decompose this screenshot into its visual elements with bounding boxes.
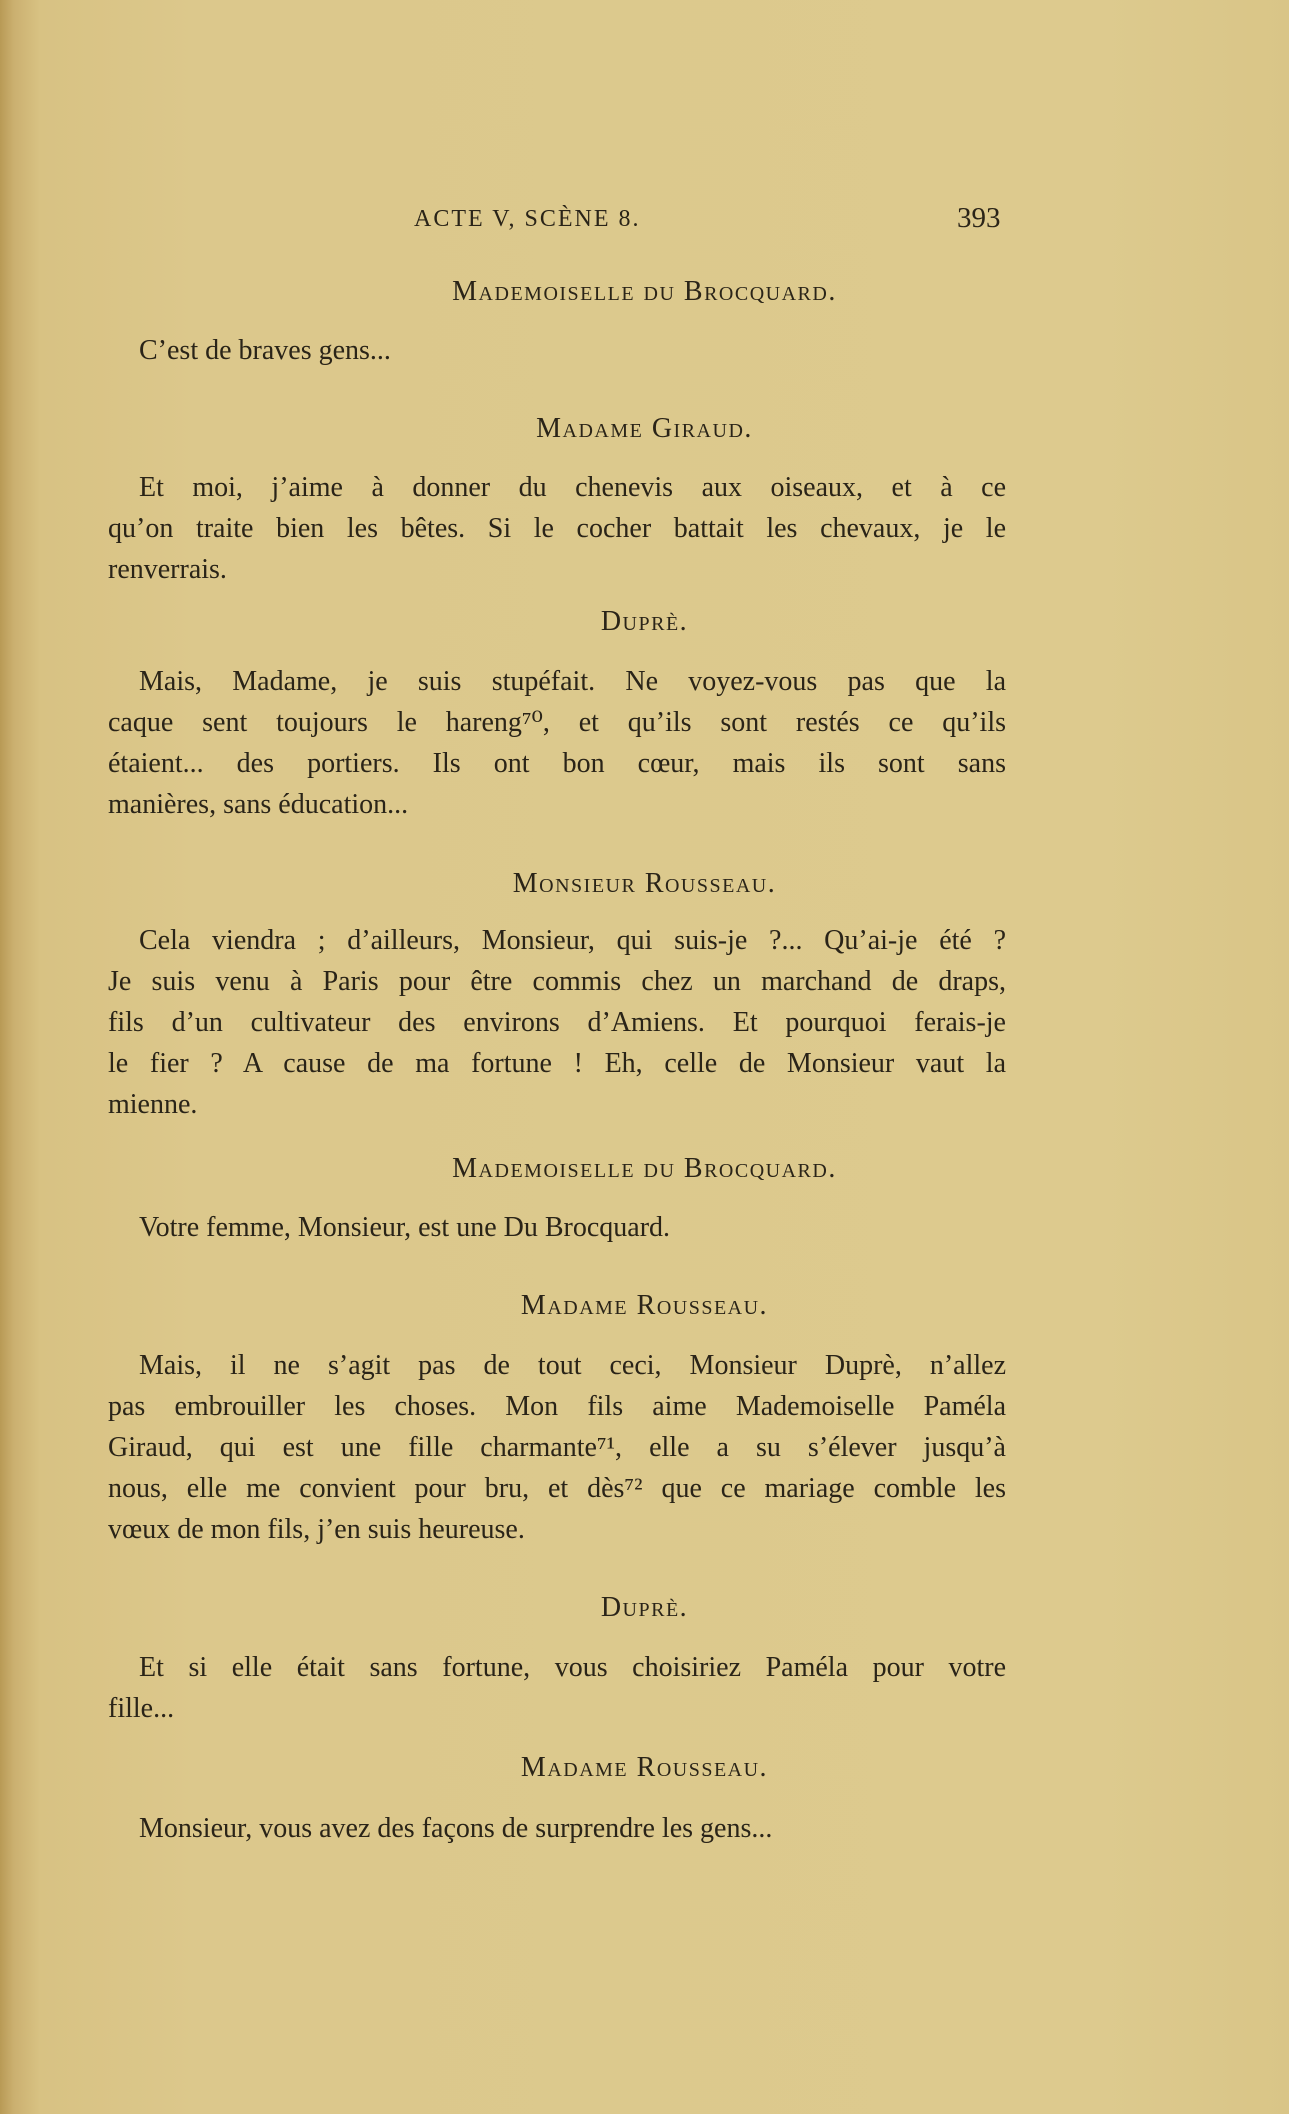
speaker-name: Mademoiselle du Brocquard. [452, 276, 837, 307]
speech-paragraph [108, 1345, 1006, 1550]
text-line: qu’on traite bien les bêtes. Si le cocher battait les chevaux, je le [108, 513, 1006, 544]
text-line: C’est de braves gens... [139, 335, 391, 366]
text-line: étaient... des portiers. Ils ont bon cœur, mais ils sont sans [108, 748, 1006, 779]
text-line: Votre femme, Monsieur, est une Du Brocquard. [139, 1212, 671, 1243]
speaker-name: Mademoiselle du Brocquard. [452, 1153, 837, 1184]
page-number: 393 [957, 202, 1001, 234]
speaker-name: Madame Rousseau. [520, 1290, 769, 1321]
running-title: ACTE V, SCÈNE 8. [414, 206, 641, 232]
speech-paragraph [108, 1808, 1006, 1849]
speech-paragraph [108, 1647, 1006, 1729]
speech-paragraph [108, 661, 1006, 825]
text-line: nous, elle me convient pour bru, et dès⁷² que ce mariage comble les [108, 1473, 1006, 1504]
text-line: fille... [108, 1693, 175, 1724]
text-line: mienne. [108, 1089, 198, 1120]
text-line: Mais, il ne s’agit pas de tout ceci, Monsieur Duprè, n’allez [139, 1350, 1006, 1381]
text-line: caque sent toujours le hareng⁷⁰, et qu’ils sont restés ce qu’ils [108, 707, 1006, 738]
text-line: Et si elle était sans fortune, vous choisiriez Paméla pour votre [139, 1652, 1006, 1683]
text-line: Et moi, j’aime à donner du chenevis aux oiseaux, et à ce [139, 472, 1006, 503]
speaker-name: Duprè. [600, 606, 689, 637]
text-line: Monsieur, vous avez des façons de surprendre les gens... [139, 1813, 773, 1844]
text-line: Je suis venu à Paris pour être commis chez un marchand de draps, [108, 966, 1006, 997]
text-line: le fier ? A cause de ma fortune ! Eh, celle de Monsieur vaut la [108, 1048, 1006, 1079]
text-line: vœux de mon fils, j’en suis heureuse. [108, 1514, 525, 1545]
speech-paragraph [108, 920, 1006, 1125]
text-line: pas embrouiller les choses. Mon fils aime Mademoiselle Paméla [108, 1391, 1006, 1422]
speech-paragraph [108, 467, 1006, 590]
speech-paragraph [108, 1207, 1006, 1248]
text-line: Giraud, qui est une fille charmante⁷¹, elle a su s’élever jusqu’à [108, 1432, 1006, 1463]
speaker-name: Monsieur Rousseau. [512, 868, 777, 899]
text-line: manières, sans éducation... [108, 789, 409, 820]
text-line: Cela viendra ; d’ailleurs, Monsieur, qui suis-je ?... Qu’ai-je été ? [139, 925, 1006, 956]
speaker-name: Duprè. [600, 1592, 689, 1623]
text-line: fils d’un cultivateur des environs d’Amiens. Et pourquoi ferais-je [108, 1007, 1006, 1038]
running-header [0, 202, 1289, 242]
text-line: Mais, Madame, je suis stupéfait. Ne voyez-vous pas que la [139, 666, 1006, 697]
speaker-name: Madame Giraud. [536, 413, 753, 444]
text-line: renverrais. [108, 554, 227, 585]
speaker-name: Madame Rousseau. [520, 1752, 769, 1783]
speech-paragraph [108, 330, 1006, 371]
